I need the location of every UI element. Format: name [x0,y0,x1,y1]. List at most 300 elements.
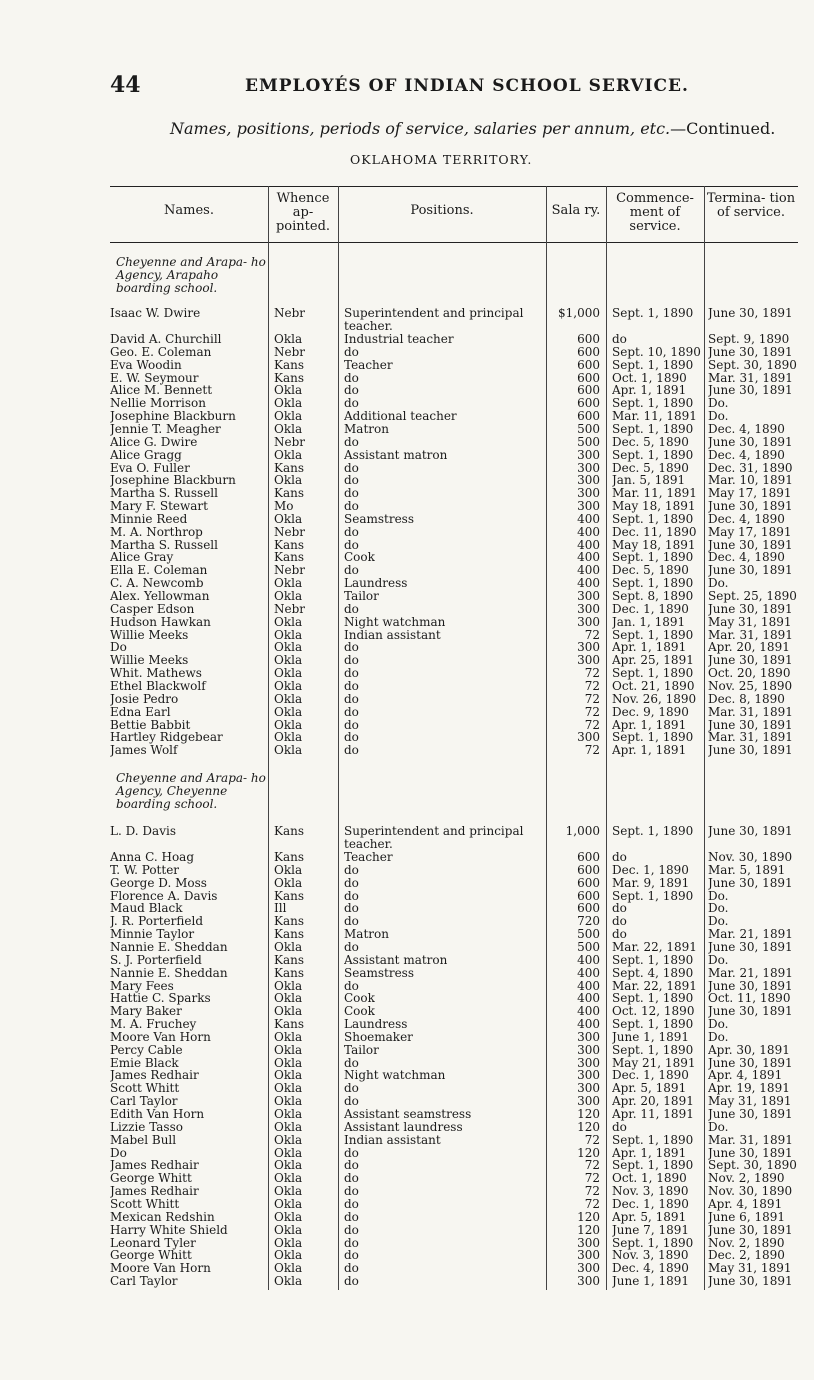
cell-position: do [344,538,359,552]
cell-salary: 600 [577,863,600,877]
table-row [110,693,798,706]
cell-position: do [344,1172,359,1186]
cell-whence: Okla [274,979,303,993]
cell-termination: June 30, 1891 [708,345,793,359]
cell-commencement: Nov. 3, 1890 [612,1185,689,1199]
cell-commencement: Apr. 1, 1891 [612,641,687,655]
cell-commencement: Apr. 1, 1891 [612,384,687,398]
cell-termination: June 30, 1891 [708,1056,793,1070]
cell-termination: Apr. 19, 1891 [708,1082,790,1096]
cell-termination: June 30, 1891 [708,979,793,993]
table-row [110,744,798,757]
cell-name: Josephine Blackburn [110,474,236,488]
cell-whence: Kans [274,825,305,838]
table-row [110,706,798,719]
table-row [110,1082,798,1095]
cell-position: do [344,384,359,398]
cell-position: do [344,435,359,449]
cell-position: Teacher [344,358,393,372]
cell-salary: $1,000 [558,307,600,320]
cell-name: L. D. Davis [110,825,176,838]
cell-whence: Okla [274,731,303,745]
page-subtitle [170,119,775,138]
table-row [110,941,798,954]
cell-position: Laundress [344,1018,408,1032]
table-row [110,654,798,667]
cell-whence: Okla [274,1108,303,1121]
cell-commencement: Apr. 1, 1891 [612,1146,687,1160]
header-termination: Termina- tion of service. [706,191,796,220]
cell-name: Alice Gray [110,551,174,565]
cell-termination: June 30, 1891 [708,500,793,514]
cell-whence: Mo [274,500,294,514]
cell-position: do [344,474,359,488]
cell-position: do [344,371,359,385]
cell-termination: May 17, 1891 [708,525,792,539]
cell-position: Seamstress [344,966,414,980]
cell-position: Tailor [344,590,379,603]
cell-whence: Okla [274,1197,303,1211]
table-row [110,1044,798,1057]
table-row [110,577,798,590]
cell-position: Tailor [344,1043,379,1057]
cell-termination: Do. [708,1120,729,1134]
table-row [110,731,798,744]
cell-salary: 120 [577,1223,600,1237]
cell-name: Do [110,641,127,655]
header-commencement: Commence- ment of service. [616,191,694,234]
cell-position: do [344,731,359,745]
cell-commencement: Sept. 1, 1890 [612,953,694,967]
cell-position: do [344,500,359,514]
cell-termination: Mar. 31, 1891 [708,628,793,642]
table-row [110,500,798,513]
header-positions: Positions. [410,203,474,218]
cell-salary: 72 [584,744,600,758]
cell-termination: Do. [708,1030,729,1044]
cell-whence: Okla [274,590,303,603]
cell-name: Mexican Redshin [110,1210,215,1224]
cell-salary: 120 [577,1210,600,1224]
cell-salary: 400 [577,577,600,591]
cell-termination: May 31, 1891 [708,615,792,629]
cell-commencement: June 1, 1891 [612,1030,689,1044]
territory-heading: OKLAHOMA TERRITORY. [350,152,533,167]
cell-commencement: Sept. 1, 1890 [612,397,694,411]
cell-termination: Do. [708,397,729,411]
cell-whence: Kans [274,371,305,385]
cell-termination: Apr. 4, 1891 [708,1069,783,1083]
table-row [110,1275,798,1288]
cell-commencement: Dec. 5, 1890 [612,461,689,475]
table-row [110,980,798,993]
cell-whence: Okla [274,1236,303,1250]
table-row [110,1237,798,1250]
cell-name: Carl Taylor [110,1095,178,1109]
cell-salary: 300 [577,1275,600,1289]
cell-name: C. A. Newcomb [110,577,204,591]
table-row [110,1159,798,1172]
table-row [110,1031,798,1044]
cell-termination: June 30, 1891 [708,384,793,398]
cell-position: do [344,345,359,359]
cell-name: Hattie C. Sparks [110,992,211,1006]
cell-salary: 72 [584,705,600,719]
cell-commencement: Sept. 1, 1890 [612,358,694,372]
cell-name: Leonard Tyler [110,1236,196,1250]
cell-termination: June 30, 1891 [708,940,793,954]
cell-salary: 400 [577,564,600,578]
cell-termination: Mar. 5, 1891 [708,863,786,877]
cell-whence: Okla [274,1185,303,1199]
cell-position: Matron [344,928,389,942]
cell-commencement: do [612,915,627,929]
cell-termination: June 30, 1891 [708,538,793,552]
cell-position: do [344,679,359,693]
cell-termination: Do. [708,902,729,916]
cell-termination: Do. [708,1018,729,1032]
table-row [110,1249,798,1262]
cell-commencement: Sept. 4, 1890 [612,966,694,980]
cell-position: Night watchman [344,615,446,629]
table-row [110,487,798,500]
cell-termination: Nov. 25, 1890 [708,679,793,693]
cell-name: Casper Edson [110,602,195,616]
cell-commencement: Sept. 1, 1890 [612,422,694,436]
cell-whence: Okla [274,641,303,655]
cell-name: James Wolf [110,744,178,758]
cell-salary: 600 [577,358,600,372]
cell-termination: June 30, 1891 [708,435,793,449]
cell-name: Alex. Yellowman [110,590,210,603]
cell-termination: June 30, 1891 [708,307,793,320]
cell-position: do [344,1056,359,1070]
cell-salary: 600 [577,345,600,359]
cell-position: do [344,1185,359,1199]
cell-commencement: Sept. 1, 1890 [612,731,694,745]
cell-whence: Okla [274,654,303,668]
cell-commencement: Oct. 1, 1890 [612,1172,687,1186]
cell-commencement: Jan. 1, 1891 [612,615,686,629]
cell-commencement: June 1, 1891 [612,1275,689,1289]
header-names: Names. [164,203,214,218]
cell-termination: June 30, 1891 [708,602,793,616]
table-row [110,719,798,732]
cell-whence: Nebr [274,345,306,359]
cell-name: Minnie Reed [110,512,188,526]
cell-whence: Kans [274,966,305,980]
table-row [110,474,798,487]
cell-whence: Okla [274,384,303,398]
cell-commencement: Sept. 1, 1890 [612,992,694,1006]
cell-whence: Okla [274,1146,303,1160]
table-row [110,307,798,333]
cell-commencement: Mar. 11, 1891 [612,487,697,501]
cell-termination: June 30, 1891 [708,718,793,732]
subtitle-continued: —Continued. [670,119,776,138]
header-bottom-rule [110,242,798,243]
cell-position: Seamstress [344,512,414,526]
cell-termination: Oct. 11, 1890 [708,992,791,1006]
cell-termination: Sept. 30, 1890 [708,1159,797,1173]
section-title: Cheyenne and Arapa- ho Agency, Cheyenne boarding school. [116,771,266,811]
cell-whence: Okla [274,692,303,706]
cell-salary: 400 [577,953,600,967]
cell-commencement: Sept. 10, 1890 [612,345,701,359]
cell-commencement: Sept. 1, 1890 [612,889,694,903]
cell-position: do [344,744,359,758]
table-row [110,590,798,603]
cell-commencement: Dec. 9, 1890 [612,705,689,719]
cell-salary: 300 [577,641,600,655]
cell-commencement: Dec. 1, 1890 [612,602,689,616]
cell-whence: Kans [274,487,305,501]
cell-whence: Okla [274,1043,303,1057]
cell-commencement: Dec. 1, 1890 [612,1197,689,1211]
cell-whence: Nebr [274,435,306,449]
cell-commencement: Sept. 1, 1890 [612,1159,694,1173]
cell-termination: June 30, 1891 [708,825,793,838]
cell-salary: 300 [577,1056,600,1070]
cell-commencement: June 7, 1891 [612,1223,689,1237]
cell-name: M. A. Fruchey [110,1018,197,1032]
cell-termination: Do. [708,410,729,424]
cell-name: Scott Whitt [110,1082,180,1096]
cell-name: Josephine Blackburn [110,410,236,424]
cell-salary: 1,000 [565,825,600,838]
cell-whence: Kans [274,928,305,942]
cell-position: Cook [344,1005,375,1019]
cell-position: do [344,397,359,411]
section-title: Cheyenne and Arapa- ho Agency, Arapaho boarding school. [116,255,266,295]
cell-salary: 300 [577,461,600,475]
table-row [110,641,798,654]
cell-salary: 720 [577,915,600,929]
cell-name: Mary Baker [110,1005,182,1019]
cell-salary: 600 [577,397,600,411]
cell-name: Martha S. Russell [110,538,218,552]
table-row [110,346,798,359]
cell-position: do [344,654,359,668]
cell-commencement: Dec. 11, 1890 [612,525,697,539]
cell-whence: Okla [274,474,303,488]
cell-name: Alice G. Dwire [110,435,198,449]
cell-salary: 600 [577,371,600,385]
cell-salary: 400 [577,1005,600,1019]
cell-commencement: Sept. 8, 1890 [612,590,694,603]
cell-salary: 72 [584,667,600,681]
cell-salary: 300 [577,487,600,501]
cell-salary: 300 [577,1095,600,1109]
cell-commencement: Nov. 3, 1890 [612,1249,689,1263]
table-row [110,992,798,1005]
cell-salary: 72 [584,1197,600,1211]
cell-whence: Okla [274,628,303,642]
cell-salary: 300 [577,500,600,514]
cell-salary: 120 [577,1146,600,1160]
table-row [110,1262,798,1275]
cell-whence: Okla [274,940,303,954]
table-row [110,372,798,385]
cell-commencement: May 18, 1891 [612,538,696,552]
cell-commencement: Oct. 12, 1890 [612,1005,695,1019]
cell-commencement: Sept. 1, 1890 [612,1043,694,1057]
cell-whence: Kans [274,953,305,967]
cell-termination: Mar. 31, 1891 [708,1133,793,1147]
cell-termination: Apr. 30, 1891 [708,1043,790,1057]
cell-termination: June 30, 1891 [708,876,793,890]
cell-name: Mary Fees [110,979,174,993]
cell-whence: Okla [274,1120,303,1134]
table-row [110,397,798,410]
cell-commencement: do [612,902,627,916]
cell-position: do [344,863,359,877]
cell-commencement: Dec. 5, 1890 [612,435,689,449]
cell-commencement: Apr. 5, 1891 [612,1210,687,1224]
cell-whence: Nebr [274,307,306,320]
cell-termination: June 30, 1891 [708,1108,793,1121]
cell-commencement: Dec. 1, 1890 [612,863,689,877]
cell-name: S. J. Porterfield [110,953,202,967]
cell-name: Moore Van Horn [110,1030,211,1044]
cell-name: Nellie Morrison [110,397,206,411]
cell-name: Nannie E. Sheddan [110,940,228,954]
cell-whence: Okla [274,1005,303,1019]
table-row [110,564,798,577]
cell-whence: Kans [274,1018,305,1032]
cell-whence: Okla [274,1082,303,1096]
table-row [110,629,798,642]
cell-commencement: Dec. 4, 1890 [612,1262,689,1276]
cell-name: Emie Black [110,1056,179,1070]
cell-commencement: Dec. 1, 1890 [612,1069,689,1083]
cell-name: J. R. Porterfield [110,915,204,929]
cell-termination: Mar. 31, 1891 [708,371,793,385]
table-row [110,851,798,864]
cell-salary: 300 [577,474,600,488]
table-row [110,915,798,928]
cell-whence: Nebr [274,602,306,616]
cell-salary: 600 [577,851,600,864]
cell-position: do [344,979,359,993]
header-whence: Whence ap- pointed. [275,191,331,234]
cell-name: Hartley Ridgebear [110,731,223,745]
cell-commencement: Sept. 1, 1890 [612,1018,694,1032]
cell-position: Assistant seamstress [344,1108,472,1121]
cell-commencement: May 18, 1891 [612,500,696,514]
table-row [110,1198,798,1211]
cell-name: Carl Taylor [110,1275,178,1289]
cell-position: do [344,525,359,539]
cell-name: Do [110,1146,127,1160]
table-row [110,1134,798,1147]
cell-salary: 300 [577,1069,600,1083]
cell-name: Willie Meeks [110,628,189,642]
cell-termination: Mar. 21, 1891 [708,966,793,980]
cell-whence: Okla [274,512,303,526]
cell-name: Josie Pedro [110,692,179,706]
cell-termination: Mar. 31, 1891 [708,705,793,719]
cell-commencement: Nov. 26, 1890 [612,692,697,706]
cell-position: do [344,1262,359,1276]
cell-name: David A. Churchill [110,333,222,346]
cell-position: Matron [344,422,389,436]
cell-termination: Nov. 30, 1890 [708,1185,793,1199]
cell-name: Whit. Mathews [110,667,202,681]
cell-salary: 300 [577,615,600,629]
cell-position: do [344,889,359,903]
table-row [110,1121,798,1134]
cell-salary: 72 [584,692,600,706]
table-row [110,667,798,680]
table-row [110,902,798,915]
cell-position: do [344,1249,359,1263]
cell-termination: Do. [708,953,729,967]
cell-termination: Dec. 31, 1890 [708,461,793,475]
cell-salary: 600 [577,333,600,346]
cell-salary: 400 [577,512,600,526]
cell-salary: 600 [577,384,600,398]
cell-termination: Do. [708,577,729,591]
cell-commencement: Apr. 25, 1891 [612,654,694,668]
cell-termination: June 30, 1891 [708,1005,793,1019]
cell-commencement: do [612,851,627,864]
cell-position: do [344,1082,359,1096]
table-top-rule [110,186,798,187]
cell-position: do [344,641,359,655]
table-row [110,877,798,890]
cell-salary: 300 [577,1236,600,1250]
cell-salary: 72 [584,628,600,642]
cell-commencement: Apr. 11, 1891 [612,1108,694,1121]
cell-commencement: Sept. 1, 1890 [612,448,694,462]
cell-commencement: Sept. 1, 1890 [612,512,694,526]
cell-name: Minnie Taylor [110,928,195,942]
table-row [110,1108,798,1121]
cell-position: Indian assistant [344,1133,441,1147]
cell-name: Bettie Babbit [110,718,191,732]
cell-position: Superintendent and principal teacher. [344,825,524,851]
cell-salary: 400 [577,992,600,1006]
cell-whence: Kans [274,851,305,864]
table-row [110,954,798,967]
cell-position: do [344,1210,359,1224]
cell-termination: Sept. 9, 1890 [708,333,790,346]
table-row [110,1185,798,1198]
table-row [110,1018,798,1031]
cell-whence: Okla [274,1056,303,1070]
cell-termination: Apr. 4, 1891 [708,1197,783,1211]
cell-name: Ethel Blackwolf [110,679,206,693]
cell-termination: Dec. 4, 1890 [708,512,785,526]
cell-name: E. W. Seymour [110,371,199,385]
cell-termination: May 31, 1891 [708,1262,792,1276]
table-row [110,526,798,539]
cell-name: Harry White Shield [110,1223,228,1237]
cell-commencement: Sept. 1, 1890 [612,825,694,838]
cell-whence: Okla [274,1275,303,1289]
cell-position: Industrial teacher [344,333,454,346]
cell-name: Scott Whitt [110,1197,180,1211]
cell-salary: 600 [577,876,600,890]
cell-salary: 300 [577,731,600,745]
cell-whence: Okla [274,1172,303,1186]
cell-termination: Sept. 30, 1890 [708,358,797,372]
table-row [110,967,798,980]
cell-commencement: Sept. 1, 1890 [612,577,694,591]
table-row [110,603,798,616]
cell-name: Jennie T. Meagher [110,422,221,436]
